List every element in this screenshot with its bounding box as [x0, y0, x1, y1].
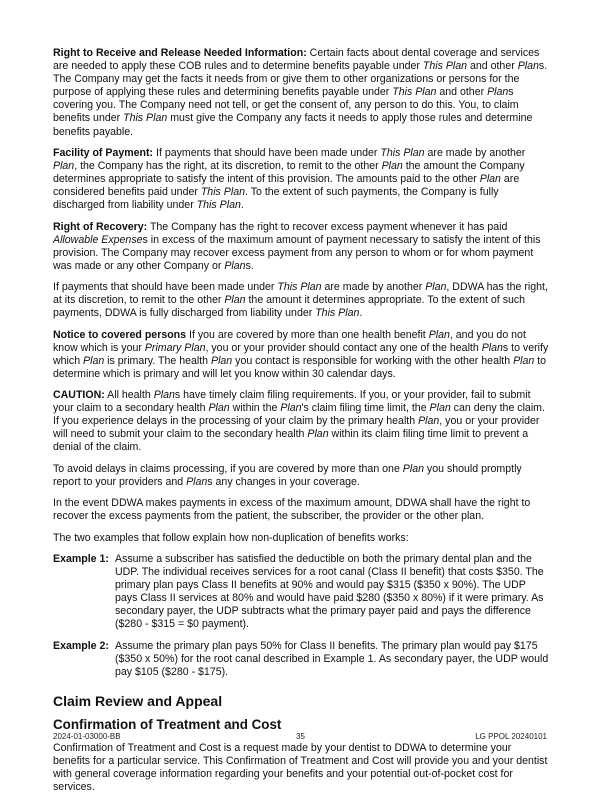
- text-run: Plan: [487, 86, 509, 99]
- text-run: s to verify which: [53, 341, 549, 367]
- text-run: This Plan: [380, 146, 425, 159]
- text-run: s in excess of the maximum amount of payment necessary to satisfy the intent of this provision. The Company may recover excess payment from any person to whom or for whom payment was made or any other Company or: [53, 233, 541, 272]
- subsection-heading: Confirmation of Treatment and Cost: [53, 716, 282, 732]
- paragraph: [53, 281, 549, 320]
- paragraph: [53, 221, 549, 273]
- text-run: can deny the claim. If you experience delays in the processing of your claim by the primary health: [53, 402, 545, 428]
- text-run: and other: [436, 86, 488, 99]
- paragraph: [53, 329, 549, 381]
- text-run: Certain facts about dental coverage and services are needed to apply these COB rules and to determine benefits payable under: [53, 47, 540, 73]
- confirmation-paragraph: Confirmation of Treatment and Cost is a request made by your dentist to DDWA to determine your benefits for a particular service. This Confirmation of Treatment and Cost will provide you and your dentist with general coverage information regarding your benefits and your potential out-of-pocket cost for services.: [53, 741, 548, 794]
- example-label: Example 1:: [53, 552, 109, 565]
- example-text: Assume the primary plan pays 50% for Class II benefits. The primary plan would pay $175 ($350 x 50%) for the root canal described in Example 1. As secondary payer, the UDP would pay $105 ($280 - $175).: [115, 639, 549, 678]
- text-run: This Plan: [422, 60, 468, 73]
- text-run: .: [240, 199, 244, 212]
- text-run: within the: [229, 402, 281, 415]
- text-run: s. The Company may get the facts it needs from or give them to other organizations or persons for the purpose of applying these rules and determining benefits payable under: [53, 60, 548, 99]
- paragraph: [53, 147, 549, 212]
- text-run: Plan: [83, 354, 105, 367]
- paragraph: [53, 463, 549, 489]
- coordination-paragraphs: [53, 47, 549, 545]
- text-run: Plan: [211, 354, 233, 367]
- text-run: you should promptly report to your providers and: [53, 462, 522, 488]
- paragraph-lead-in: Facility of Payment:: [53, 146, 154, 159]
- text-run: , the Company has the right, at its discretion, to remit to the other: [74, 159, 382, 172]
- text-run: is primary. The health: [104, 354, 211, 367]
- text-run: Plan: [418, 415, 440, 428]
- text-run: , and you do not know which is your: [53, 328, 526, 354]
- text-run: are considered benefits paid under: [53, 173, 520, 199]
- text-run: , DDWA has the right, at its discretion, to remit to the other: [53, 281, 548, 307]
- paragraph: [53, 47, 549, 139]
- text-run: If payments that should have been made under: [153, 146, 381, 159]
- text-run: s have timely claim filing requirements. If you, or your provider, fail to submit your claim to a secondary health: [53, 389, 531, 415]
- text-run: you contact is responsible for working with the other health: [232, 354, 514, 367]
- text-run: s.: [245, 259, 254, 272]
- text-run: This Plan: [392, 86, 437, 99]
- text-run: Plan: [481, 341, 503, 354]
- text-run: and other: [467, 60, 518, 73]
- text-run: s any changes in your coverage.: [207, 475, 360, 488]
- example-label: Example 2:: [53, 639, 109, 652]
- text-run: All health: [104, 389, 154, 402]
- text-run: Plan: [429, 402, 451, 415]
- text-run: 's claim filing time limit, the: [301, 402, 430, 415]
- document-body: [53, 47, 549, 802]
- footer-page-number: 35: [296, 732, 305, 741]
- text-run: to determine which is primary and will let you know within 30 calendar days.: [53, 354, 547, 380]
- footer-form-code: LG PPOL 20240101: [475, 732, 547, 741]
- text-run: This Plan: [196, 199, 241, 212]
- text-run: Plan: [381, 159, 403, 172]
- text-run: Plan: [307, 428, 329, 441]
- text-run: . To the extent of such payments, the Company is fully discharged from liability under: [53, 186, 499, 212]
- paragraph-lead-in: Right to Receive and Release Needed Information:: [53, 47, 307, 59]
- text-run: The two examples that follow explain how non-duplication of benefits works:: [53, 531, 409, 544]
- text-run: If payments that should have been made under: [53, 281, 278, 294]
- text-run: are made by another: [321, 281, 426, 294]
- example-1: [53, 553, 549, 632]
- text-run: s covering you. The Company need not tell, or get the consent of, any person to do this. You, to claim benefits under: [53, 86, 519, 125]
- text-run: Plan: [224, 259, 246, 272]
- text-run: This Plan: [200, 186, 245, 199]
- text-run: The Company has the right to recover excess payment whenever it has paid: [147, 220, 508, 233]
- text-run: In the event DDWA makes payments in excess of the maximum amount, DDWA shall have the right to recover the excess payments from the patient, the subscriber, the provider or the other plan.: [53, 497, 531, 523]
- text-run: the amount the Company determines appropriate to satisfy the intent of this provision. The amounts paid to the other: [53, 159, 525, 186]
- text-run: must give the Company any facts it needs to apply those rules and determine benefits payable.: [53, 112, 533, 138]
- text-run: , you or your provider will need to submit your claim to the secondary health: [53, 415, 540, 441]
- section-heading: Claim Review and Appeal: [53, 692, 223, 709]
- example-2: [53, 640, 549, 679]
- text-run: Plan: [479, 173, 501, 186]
- text-run: .: [359, 307, 363, 320]
- text-run: Plan: [517, 60, 539, 73]
- footer-document-id: 2024-01-03000-BB: [53, 732, 121, 741]
- text-run: Plan: [425, 281, 447, 294]
- text-run: Plan: [53, 159, 75, 172]
- text-run: within its claim filing time limit to prevent a denial of the claim.: [53, 428, 529, 454]
- text-run: Plan: [428, 328, 450, 341]
- text-run: This Plan: [315, 307, 360, 320]
- text-run: This Plan: [277, 281, 322, 294]
- paragraph-lead-in: CAUTION:: [53, 389, 105, 402]
- text-run: To avoid delays in claims processing, if you are covered by more than one: [53, 462, 403, 475]
- paragraph: [53, 532, 549, 545]
- paragraph: [53, 389, 549, 454]
- text-run: Plan: [280, 402, 302, 415]
- paragraph-lead-in: Notice to covered persons: [53, 328, 187, 341]
- text-run: This Plan: [123, 112, 168, 125]
- text-run: Plan: [513, 354, 535, 367]
- text-run: Plan: [186, 475, 208, 488]
- example-text: Assume a subscriber has satisfied the deductible on both the primary dental plan and the UDP. The individual receives services for a root canal (Class II benefit) that costs $350. The primary plan pays Class II benefits at 90% and would pay $315 ($350 x 90%). The UDP pays Class II services at 80% and would have paid $280 ($350 x 80%) if it were primary. As secondary payer, the UDP subtracts what the primary payer paid and pays the difference ($280 - $315 = $0 payment).: [115, 552, 544, 631]
- text-run: are made by another: [424, 146, 526, 159]
- text-run: Primary Plan: [144, 341, 206, 354]
- text-run: Plan: [402, 462, 424, 475]
- text-run: Allowable Expense: [53, 233, 143, 246]
- text-run: Plan: [208, 402, 230, 415]
- paragraph: [53, 497, 549, 523]
- text-run: If you are covered by more than one health benefit: [186, 328, 429, 341]
- text-run: , you or your provider should contact any one of the health: [205, 341, 482, 354]
- text-run: the amount it determines appropriate. To the extent of such payments, DDWA is fully discharged from liability under: [53, 294, 526, 320]
- paragraph-lead-in: Right of Recovery:: [53, 220, 148, 233]
- text-run: Plan: [153, 389, 175, 402]
- text-run: Plan: [224, 294, 246, 307]
